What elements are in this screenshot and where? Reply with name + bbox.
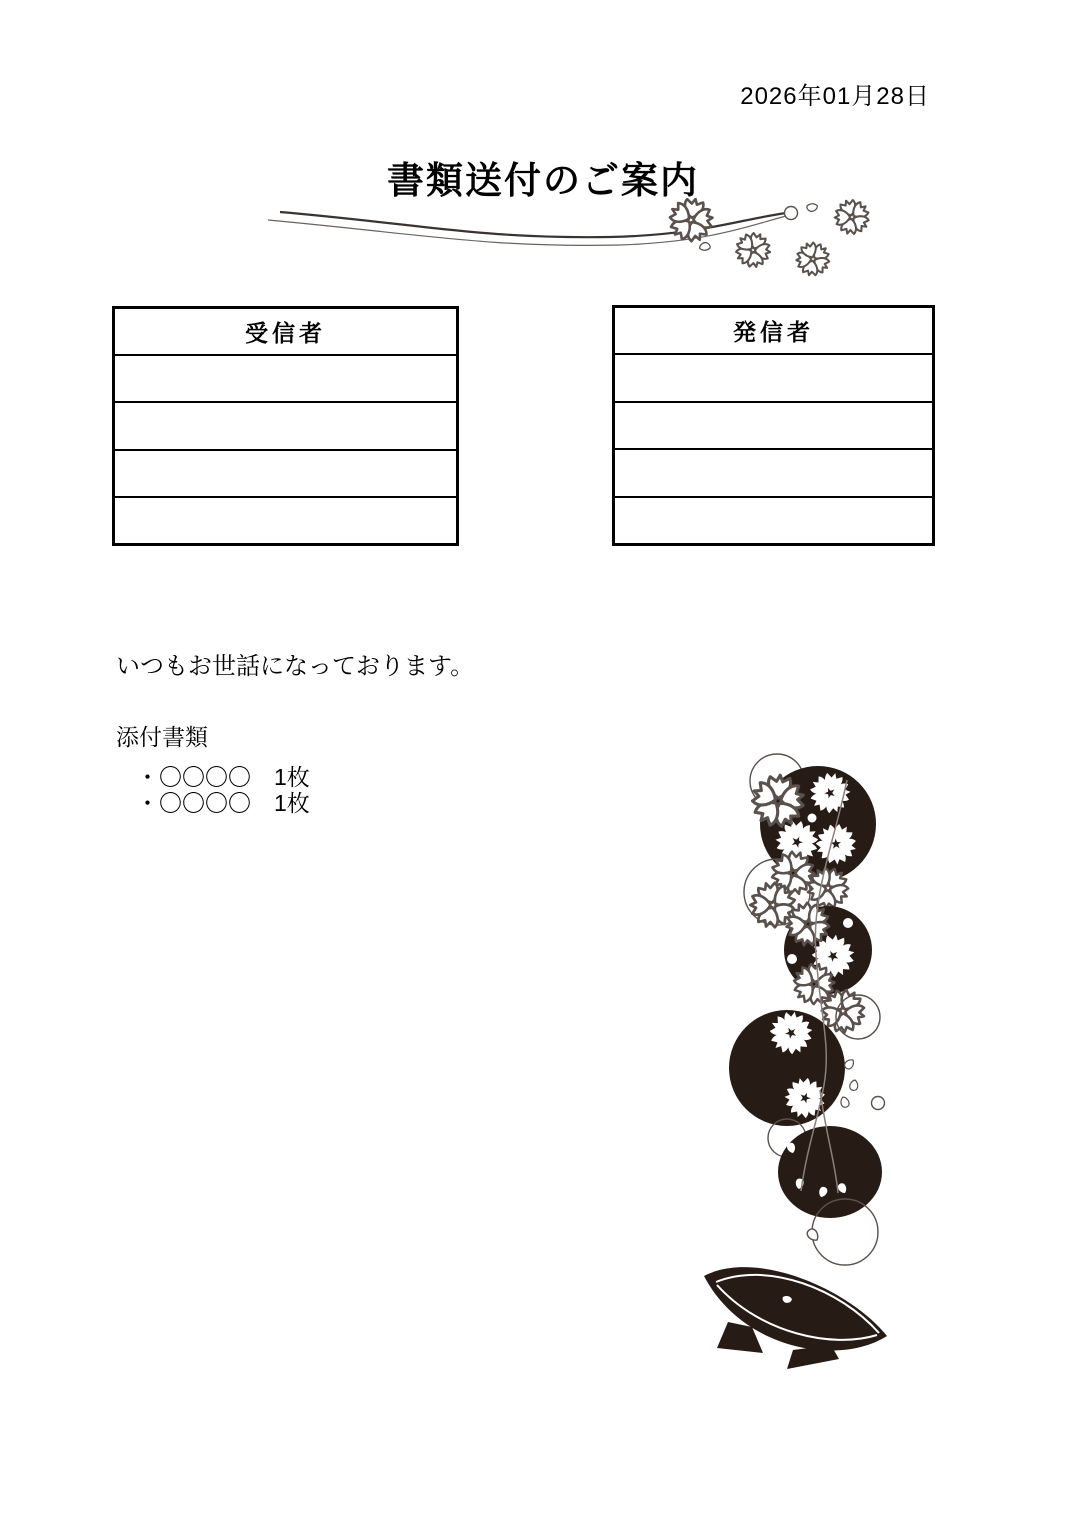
- sender-table-header: 発信者: [615, 308, 932, 355]
- attachment-item: ・〇〇〇〇 1枚: [136, 764, 310, 790]
- recipient-table-rows: [115, 356, 456, 543]
- attachment-item: ・〇〇〇〇 1枚: [136, 790, 310, 816]
- page-title: 書類送付のご案内: [387, 160, 699, 201]
- recipient-table-row: [115, 403, 456, 450]
- sakura-leaf-boat-icon: [690, 1255, 980, 1375]
- recipient-table-row: [115, 498, 456, 543]
- sender-table-row: [615, 450, 932, 498]
- sender-table-rows: [615, 355, 932, 543]
- recipient-table: [112, 306, 459, 546]
- document-date: 2026年01月28日: [740, 83, 930, 110]
- sender-table: [612, 305, 935, 546]
- attachments-label: 添付書類: [116, 724, 208, 750]
- recipient-table-header: 受信者: [115, 309, 456, 356]
- greeting-text: いつもお世話になっております。: [116, 653, 475, 680]
- attachments-list: [136, 764, 310, 816]
- sender-table-row: [615, 403, 932, 451]
- recipient-table-row: [115, 451, 456, 498]
- sender-table-row: [615, 498, 932, 544]
- recipient-table-row: [115, 356, 456, 403]
- sakura-branch-divider-icon: [255, 198, 880, 280]
- sender-table-row: [615, 355, 932, 403]
